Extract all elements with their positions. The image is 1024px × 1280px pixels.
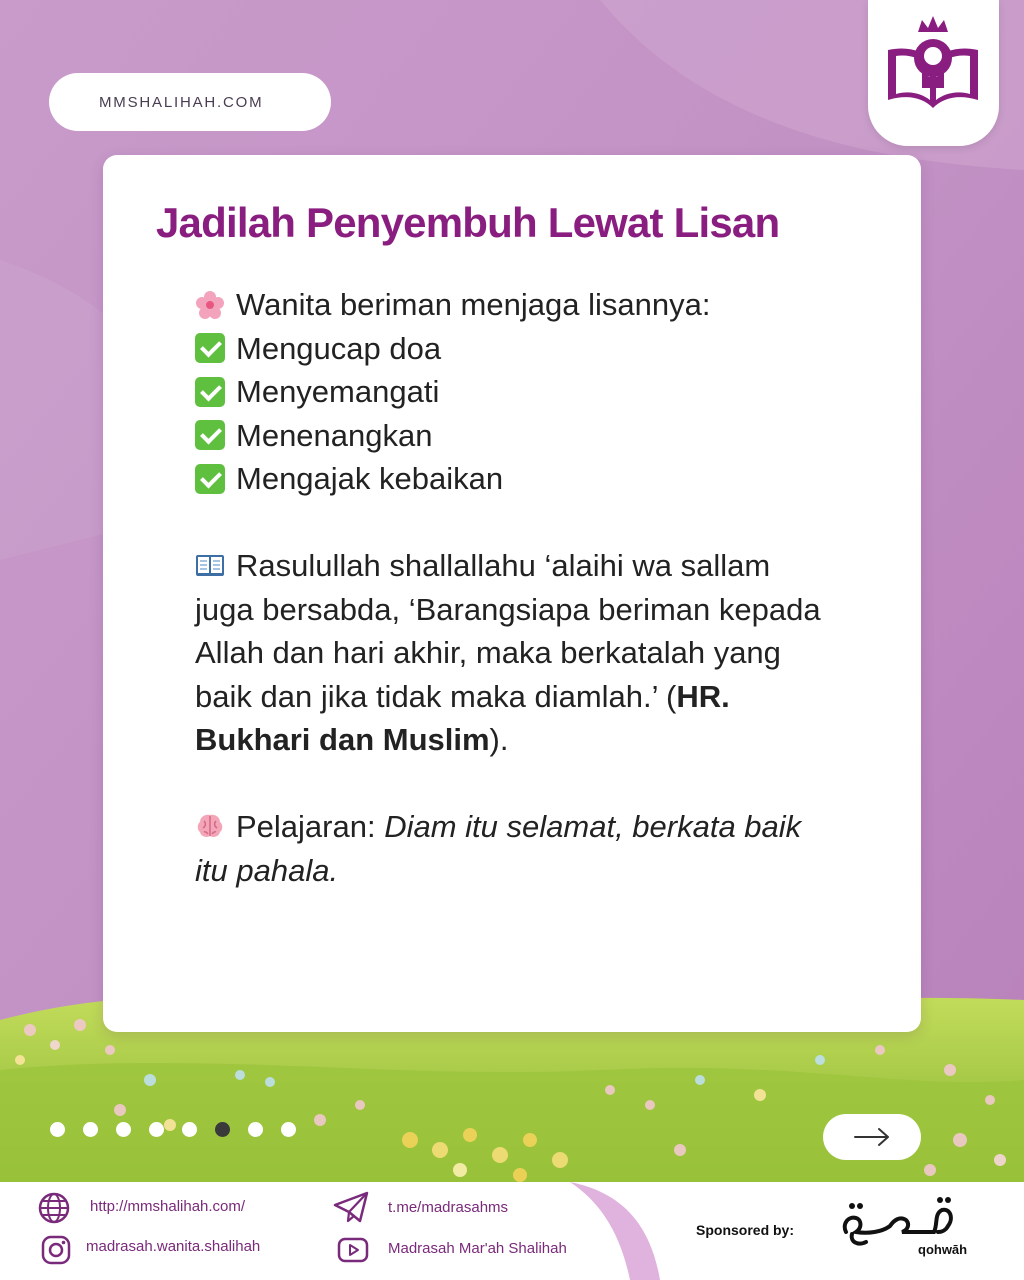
checklist-item (195, 370, 835, 414)
lesson-paragraph (195, 805, 835, 892)
carousel-dot[interactable] (116, 1122, 131, 1137)
next-slide-button[interactable] (823, 1114, 921, 1160)
telegram-icon (332, 1190, 370, 1224)
hadith-paragraph (195, 544, 835, 762)
open-book-icon (195, 550, 225, 580)
carousel-dot[interactable] (281, 1122, 296, 1137)
card-body (195, 283, 835, 892)
carousel-indicator (50, 1122, 296, 1137)
carousel-dot[interactable] (182, 1122, 197, 1137)
lesson-label: Pelajaran: (236, 809, 376, 844)
cherry-blossom-icon (195, 290, 225, 320)
checklist-item-text: Menenangkan (236, 417, 433, 453)
hadith-end: ). (489, 722, 509, 757)
sponsor-label: Sponsored by: (696, 1222, 795, 1238)
carousel-dot[interactable] (248, 1122, 263, 1137)
sponsor-latin-name: qohwāh (918, 1242, 968, 1257)
site-url-pill[interactable] (49, 73, 331, 131)
hadith-source: HR. Bukhari dan Muslim (195, 678, 730, 757)
brain-icon (195, 811, 225, 841)
card-title: Jadilah Penyembuh Lewat Lisan (156, 199, 780, 246)
youtube-icon (337, 1237, 369, 1263)
check-mark-button-icon (195, 377, 225, 407)
content-card (103, 155, 921, 1032)
footer-youtube-link[interactable]: Madrasah Mar'ah Shalihah (388, 1240, 567, 1257)
crowned-book-logo-icon (878, 10, 989, 120)
checklist-item-text: Mengajak kebaikan (236, 461, 504, 496)
checklist-item (195, 414, 835, 458)
globe-icon (37, 1191, 71, 1225)
carousel-dot[interactable] (50, 1122, 65, 1137)
footer-bar (0, 1182, 1024, 1280)
footer-website-link[interactable]: http://mmshalihah.com/ (90, 1198, 246, 1215)
checklist-item (195, 327, 835, 371)
footer-telegram-link[interactable]: t.me/madrasahms (388, 1199, 509, 1216)
instagram-icon (41, 1235, 71, 1265)
carousel-dot[interactable] (149, 1122, 164, 1137)
intro-line (195, 283, 835, 327)
checklist-item-text: Mengucap doa (236, 330, 442, 366)
brand-logo (868, 0, 999, 146)
qohwah-arabic-logo (838, 1194, 958, 1246)
hadith-text: Rasulullah shallallahu ‘alaihi wa sallam juga bersabda, ‘Barangsiapa beriman kepada Allah dan hari akhir, maka berkatalah yang baik dan jika tidak maka diamlah.’ ( (195, 548, 821, 714)
check-mark-button-icon (195, 464, 225, 494)
site-url-label: MMSHALIHAH.COM (99, 93, 264, 111)
checklist-item-text: Menyemangati (236, 374, 440, 409)
check-mark-button-icon (195, 333, 225, 363)
check-mark-button-icon (195, 420, 225, 450)
carousel-dot[interactable] (83, 1122, 98, 1137)
footer-decor-curve (560, 1182, 670, 1280)
checklist-item (195, 457, 835, 501)
arrow-right-icon (852, 1125, 892, 1149)
lesson-text: Diam itu selamat, berkata baik itu pahala. (195, 809, 802, 888)
intro-text: Wanita beriman menjaga lisannya: (236, 287, 711, 322)
carousel-dot[interactable] (215, 1122, 230, 1137)
footer-instagram-link[interactable]: madrasah.wanita.shalihah (86, 1238, 261, 1255)
